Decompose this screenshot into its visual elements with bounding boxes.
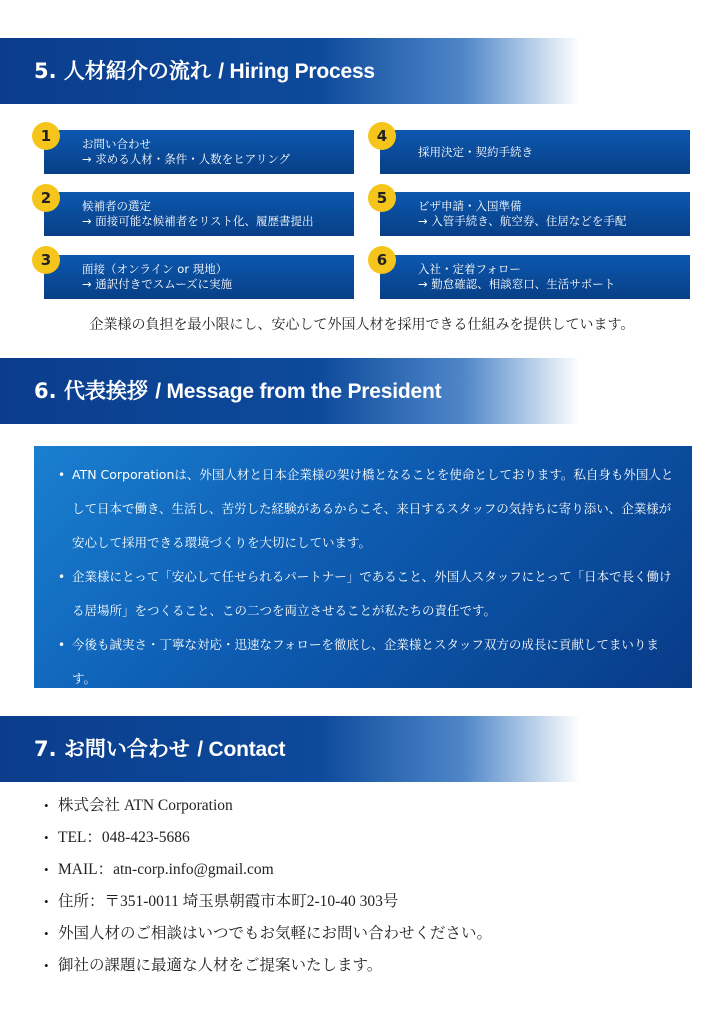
message-paragraph: • ATN Corporationは、外国人材と日本企業様の架け橋となることを使命としております。私自身も外国人として日本で働き、生活し、苦労した経験があるからこそ、来日するスタッフの気持ちに寄り添い、企業様が安心して採用できる環境づくりを大切にしています。	[58, 458, 676, 560]
step-detail: → 勤怠確認、相談窓口、生活サポート	[418, 277, 616, 291]
step-detail: → 通訳付きでスムーズに実施	[82, 277, 233, 291]
hiring-summary-note: 企業様の負担を最小限にし、安心して外国人材を採用できる仕組みを提供しています。	[89, 317, 635, 333]
section-title-ja: 人材紹介の流れ	[63, 59, 211, 83]
section-title-ja: お問い合わせ	[63, 737, 190, 761]
step-title: 入社・定着フォロー	[418, 262, 521, 276]
step-number-badge: 1	[32, 122, 60, 150]
contact-list	[44, 790, 492, 982]
section-number: 7.	[34, 737, 57, 761]
step-number-badge: 5	[368, 184, 396, 212]
step-number-badge: 6	[368, 246, 396, 274]
section-header-contact	[0, 716, 580, 782]
contact-mail: • MAIL：atn-corp.info@gmail.com	[44, 854, 492, 886]
step-number-badge: 2	[32, 184, 60, 212]
step-detail: → 求める人材・条件・人数をヒアリング	[82, 152, 291, 166]
section-header-hiring	[0, 38, 580, 104]
process-step-5	[380, 192, 690, 236]
message-paragraph: • 企業様にとって「安心して任せられるパートナー」であること、外国人スタッフにとって「日本で長く働ける居場所」をつくること、この二つを両立させることが私たちの責任です。	[58, 560, 676, 628]
contact-address: • 住所：〒351-0011 埼玉県朝霞市本町2-10-40 303号	[44, 886, 492, 918]
step-title: お問い合わせ	[82, 137, 151, 151]
process-step-6	[380, 255, 690, 299]
step-title: ビザ申請・入国準備	[418, 199, 522, 213]
step-title: 候補者の選定	[82, 199, 151, 213]
step-detail: → 入管手続き、航空券、住居などを手配	[418, 214, 627, 228]
contact-company: • 株式会社 ATN Corporation	[44, 790, 492, 822]
section-number: 6.	[34, 379, 57, 403]
section-title-en: / Hiring Process	[218, 60, 375, 83]
step-number-badge: 3	[32, 246, 60, 274]
contact-note: • 御社の課題に最適な人材をご提案いたします。	[44, 950, 492, 982]
step-detail: → 面接可能な候補者をリスト化、履歴書提出	[82, 214, 314, 228]
step-title: 採用決定・契約手続き	[418, 145, 533, 159]
section-number: 5.	[34, 59, 57, 83]
section-title-en: / Contact	[197, 738, 286, 761]
section-title-en: / Message from the President	[155, 380, 442, 403]
contact-note: • 外国人材のご相談はいつでもお気軽にお問い合わせください。	[44, 918, 492, 950]
process-step-3	[44, 255, 354, 299]
process-step-2	[44, 192, 354, 236]
message-paragraph: • 今後も誠実さ・丁寧な対応・迅速なフォローを徹底し、企業様とスタッフ双方の成長に貢献してまいります。	[58, 628, 676, 696]
contact-tel: • TEL：048-423-5686	[44, 822, 492, 854]
process-step-1	[44, 130, 354, 174]
step-title: 面接（オンライン or 現地）	[82, 262, 228, 276]
process-step-4	[380, 130, 690, 174]
section-header-president	[0, 358, 580, 424]
section-title-ja: 代表挨拶	[63, 379, 148, 403]
step-number-badge: 4	[368, 122, 396, 150]
president-message-box	[34, 446, 692, 688]
